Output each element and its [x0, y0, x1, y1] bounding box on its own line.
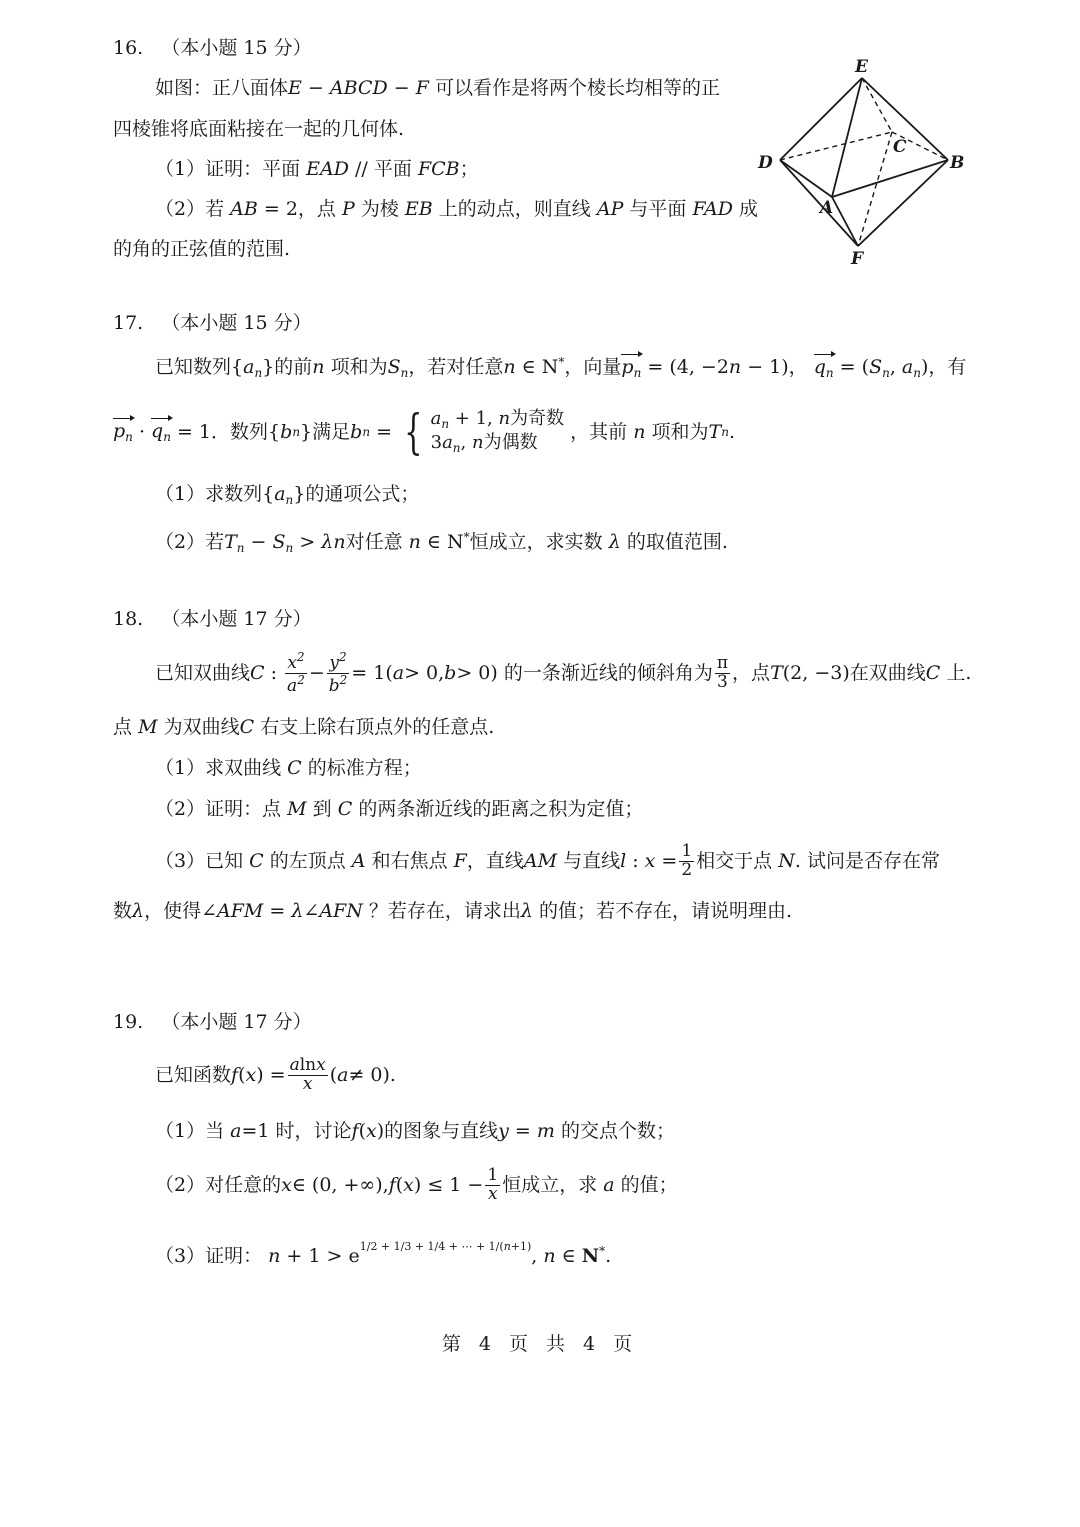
q17-part1: （1）求数列$\{a_n\}$的通项公式；	[155, 483, 420, 507]
edge-EA	[832, 78, 862, 197]
q16-header: 16. （本小题 15 分）	[113, 37, 312, 59]
q18-line8: 数λ，使得∠AFM = λ∠AFN ？若存在，请求出λ 的值；若不存在，请说明理由.	[113, 900, 793, 922]
label-A: A	[820, 198, 834, 218]
q19-part1: （1）当 a=1 时，讨论f(x)的图象与直线y = m 的交点个数；	[155, 1120, 675, 1142]
q18-part1: （1）求双曲线 C 的标准方程；	[155, 757, 422, 779]
q18-line2: 点 M 为双曲线C 右支上除右顶点外的任意点.	[113, 716, 495, 738]
octahedron-figure	[750, 50, 975, 275]
q16-line1: 如图：正八面体E − ABCD − F 可以看作是将两个棱长均相等的正	[155, 77, 720, 99]
q17-part2: （2）若$T_n - S_n > \lambda n$对任意 n ∈ N*恒成立，求实数 λ 的取值范围.	[155, 530, 728, 555]
q19-part3: （3）证明： $n + 1 > e^{1/2 + 1/3 + 1/4 + \cdots + 1/(n+1)}$, n ∈ N*.	[155, 1240, 612, 1267]
q18-header: 18. （本小题 17 分）	[113, 608, 312, 630]
label-B: B	[950, 153, 965, 173]
q18-line1: 已知双曲线 C : $\frac{x^2}{a^2}$ − $\frac{y^2}{b^2}$ = 1( a > 0, b > 0) 的一条渐近线的倾斜角为 $\frac{\pi}{3}$ ，点 T (2, −3) 在双曲线 C 上.	[155, 649, 972, 696]
edge-DC	[780, 132, 892, 160]
q16-part2: （2）若 AB = 2，点 P 为棱 EB 上的动点，则直线 AP 与平面 FAD 成	[155, 198, 759, 220]
q17-line1: 已知数列$\{a_n\}$的前n 项和为$S_n$，若对任意n ∈ N*，向量$p_n = (4$, −2n − 1)， $q_n = (S_n$, $a_n$)，有	[155, 355, 967, 380]
label-C: C	[893, 137, 907, 157]
label-F: F	[851, 249, 864, 269]
q16-line5: 的角的正弦值的范围.	[113, 238, 291, 260]
q19-part2: （2）对任意的 x ∈ (0, +∞), f ( x ) ≤ 1 − $\frac{1}{x}$ 恒成立，求 a 的值；	[155, 1164, 678, 1204]
q17-header: 17. （本小题 15 分）	[113, 312, 312, 334]
q18-part2: （2）证明：点 M 到 C 的两条渐近线的距离之积为定值；	[155, 798, 644, 820]
page-footer: 第 4 页 共 4 页	[441, 1333, 639, 1355]
q17-line2: $p_n$ · $q_n$ = 1 ．数列 { b n } 满足 b n = { $a_n + 1$, n为奇数 $3a_n$, n为偶数 ，其前 n 项和为 T n .	[113, 404, 735, 460]
edge-AB	[832, 160, 948, 197]
q16-part1: （1）证明：平面 EAD // 平面 FCB；	[155, 158, 479, 180]
label-E: E	[855, 57, 868, 77]
q16-line2: 四棱锥将底面粘接在一起的几何体.	[113, 118, 405, 140]
q19-header: 19. （本小题 17 分）	[113, 1011, 312, 1033]
edge-ED	[780, 78, 862, 160]
edge-EC	[862, 78, 892, 132]
edge-DA	[780, 160, 832, 197]
label-D: D	[758, 153, 773, 173]
q18-part3: （3）已知 C 的左顶点 A 和右焦点 F ，直线 AM 与直线 l : x = $\frac{1}{2}$ 相交于点 N . 试问是否存在常	[155, 840, 940, 880]
edge-DF	[780, 160, 858, 246]
q19-line1: 已知函数 f ( x ) = $\frac{alnx}{x}$ ( a ≠ 0).	[155, 1054, 396, 1094]
